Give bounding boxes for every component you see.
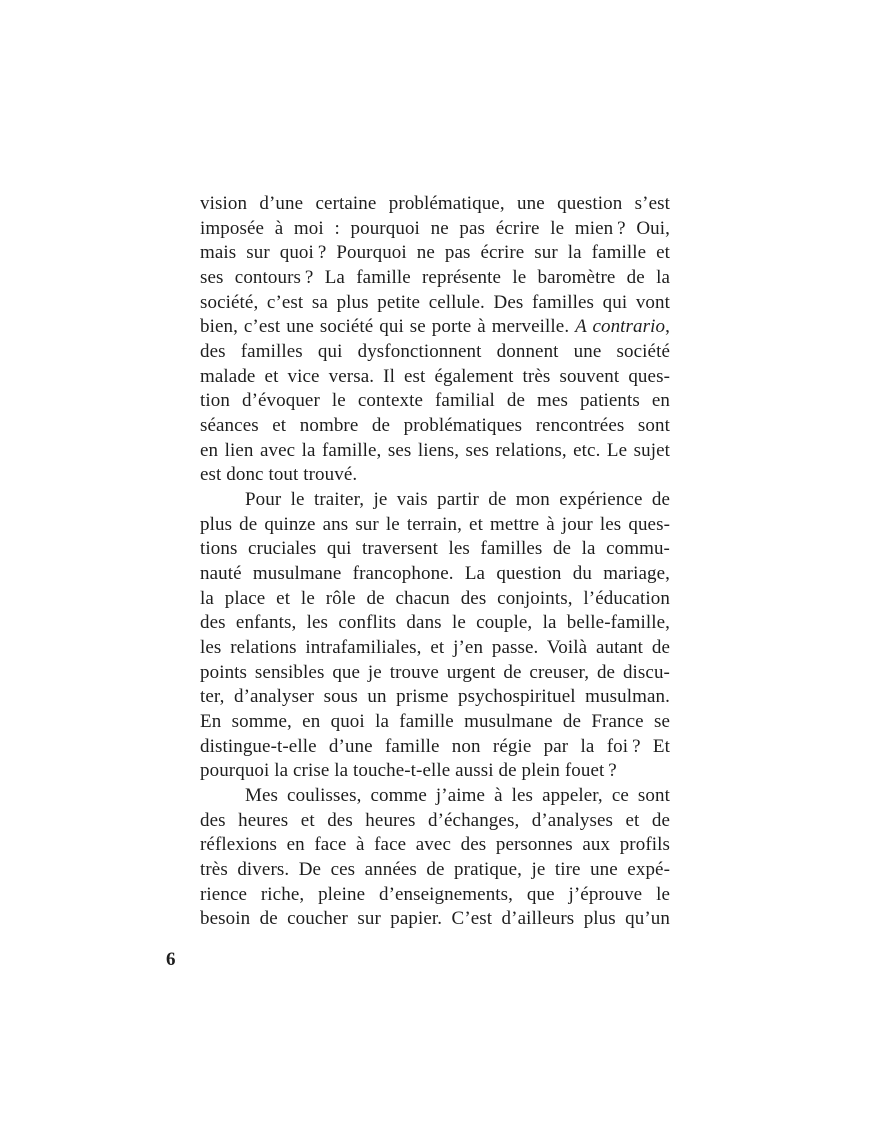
text-line <box>200 685 670 710</box>
text-segment: vision d’une certaine problématique, une question s’est <box>200 193 670 214</box>
text-segment: des enfants, les conflits dans le couple, la belle-famille, <box>200 612 670 634</box>
text-line <box>200 661 670 686</box>
text-segment: rience riche, pleine d’enseignements, que j’éprouve le <box>200 883 670 905</box>
text-line <box>200 365 670 390</box>
text-line <box>200 315 670 340</box>
text-segment: bien, c’est une société qui se porte à merveille. <box>200 316 576 338</box>
text-line <box>200 759 670 784</box>
text-line <box>200 710 670 735</box>
text-segment: Pour le traiter, je vais partir de mon expérience de <box>245 489 670 511</box>
text-line <box>200 636 670 661</box>
text-segment: nauté musulmane francophone. La question du mariage, <box>200 563 670 585</box>
text-line <box>200 389 670 414</box>
text-segment: tion d’évoquer le contexte familial de mes patients en <box>200 390 670 412</box>
text-segment: distingue-t-elle d’une famille non régie par la foi ? Et <box>200 735 670 757</box>
paragraph <box>200 192 670 488</box>
text-line <box>200 414 670 439</box>
text-line <box>200 463 670 488</box>
text-segment: est donc tout trouvé. <box>200 464 358 486</box>
text-segment: très divers. De ces années de pratique, je tire une expé- <box>200 859 670 881</box>
text-segment: imposée à moi : pourquoi ne pas écrire le mien ? Oui, <box>200 217 670 239</box>
text-line <box>200 611 670 636</box>
text-segment: des familles qui dysfonctionnent donnent une société <box>200 341 670 363</box>
text-line <box>200 907 670 932</box>
text-segment: , <box>665 316 670 338</box>
text-segment: réflexions en face à face avec des personnes aux profils <box>200 834 670 856</box>
text-segment: la place et le rôle de chacun des conjoints, l’éducation <box>200 587 670 609</box>
paragraph <box>200 784 670 932</box>
text-segment: les relations intrafamiliales, et j’en passe. Voilà autant de <box>200 637 670 659</box>
page-number: 6 <box>166 949 176 970</box>
text-segment: malade et vice versa. Il est également très souvent ques- <box>200 365 670 387</box>
text-line <box>200 858 670 883</box>
text-segment: Mes coulisses, comme j’aime à les appeler, ce sont <box>245 785 670 807</box>
paragraph <box>200 488 670 784</box>
text-line <box>200 735 670 760</box>
text-line <box>200 513 670 538</box>
text-segment: En somme, en quoi la famille musulmane de France se <box>200 711 670 733</box>
text-line <box>200 217 670 242</box>
text-segment: pourquoi la crise la touche-t-elle aussi de plein fouet ? <box>200 760 617 782</box>
text-line <box>200 340 670 365</box>
text-line <box>200 488 670 513</box>
text-segment: ses contours ? La famille représente le baromètre de la <box>200 267 670 289</box>
text-line <box>200 883 670 908</box>
text-line <box>200 562 670 587</box>
text-line <box>200 192 670 217</box>
text-line <box>200 439 670 464</box>
text-line <box>200 291 670 316</box>
text-segment: besoin de coucher sur papier. C’est d’ailleurs plus qu’un <box>200 908 670 930</box>
italic-text: A contrario <box>575 316 666 338</box>
text-line <box>200 537 670 562</box>
text-line <box>200 241 670 266</box>
text-segment: mais sur quoi ? Pourquoi ne pas écrire sur la famille et <box>200 242 670 264</box>
text-segment: tions cruciales qui traversent les familles de la commu- <box>200 538 670 560</box>
text-segment: plus de quinze ans sur le terrain, et mettre à jour les ques- <box>200 513 670 535</box>
text-segment: séances et nombre de problématiques rencontrées sont <box>200 415 670 437</box>
text-line <box>200 833 670 858</box>
text-segment: points sensibles que je trouve urgent de creuser, de discu- <box>200 661 670 683</box>
text-line <box>200 809 670 834</box>
text-segment: en lien avec la famille, ses liens, ses relations, etc. Le sujet <box>200 439 670 461</box>
text-segment: société, c’est sa plus petite cellule. Des familles qui vont <box>200 291 670 313</box>
text-line <box>200 266 670 291</box>
text-segment: des heures et des heures d’échanges, d’analyses et de <box>200 809 670 831</box>
text-line <box>200 587 670 612</box>
text-line <box>200 784 670 809</box>
text-segment: ter, d’analyser sous un prisme psychospirituel musulman. <box>200 686 670 708</box>
text-block <box>200 192 670 932</box>
